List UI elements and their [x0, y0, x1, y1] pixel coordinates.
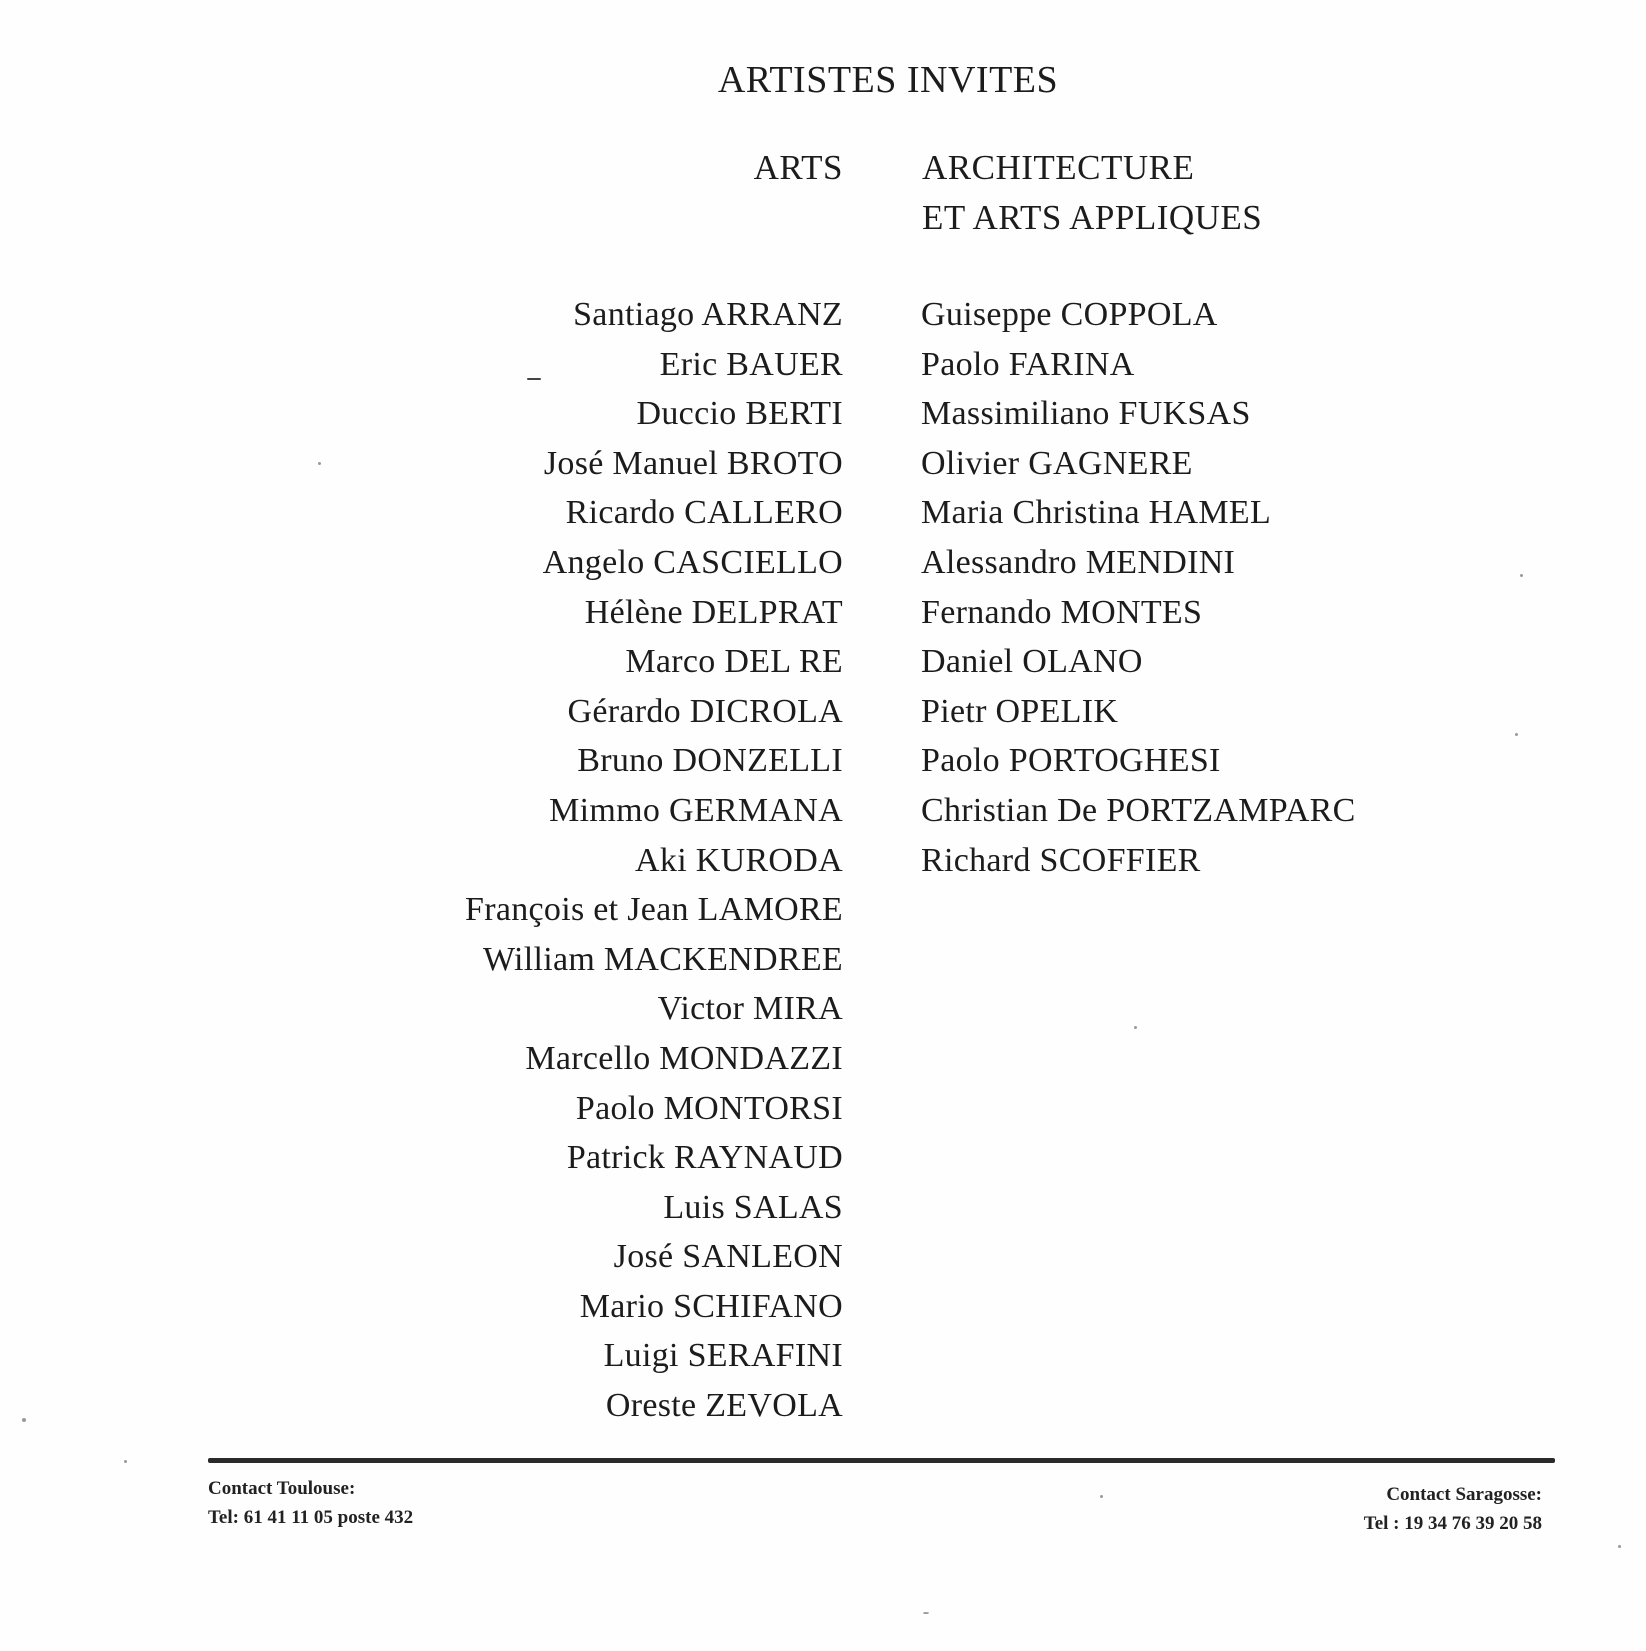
artist-name: François et Jean LAMORE: [465, 891, 843, 929]
scan-dash-mark: [527, 378, 541, 380]
artist-name: Mimmo GERMANA: [549, 791, 843, 829]
artist-name: Patrick RAYNAUD: [566, 1139, 843, 1177]
artist-name: Marcello MONDAZZI: [525, 1039, 843, 1077]
contact-toulouse-label: Contact Toulouse:: [208, 1478, 356, 1499]
scan-speck: [1515, 733, 1518, 736]
contact-toulouse: [208, 1474, 413, 1532]
scan-speck: [1134, 1026, 1137, 1029]
artist-name: Guiseppe COPPOLA: [921, 296, 1218, 333]
contact-saragosse-label: Contact Saragosse:: [1386, 1484, 1542, 1505]
artist-name: Daniel OLANO: [921, 643, 1143, 681]
artist-name: Marco DEL RE: [625, 643, 843, 681]
artist-name: Luis SALAS: [663, 1188, 843, 1226]
artist-name: William MACKENDREE: [482, 940, 843, 978]
architecture-artist-list: [921, 290, 1356, 885]
scan-speck: [124, 1460, 127, 1463]
artist-name: Mario SCHIFANO: [579, 1287, 843, 1325]
artist-name: Victor MIRA: [657, 990, 843, 1028]
artist-name: Fernando MONTES: [921, 593, 1203, 631]
artist-name: Oreste ZEVOLA: [605, 1387, 843, 1425]
artist-name: Maria Christina HAMEL: [921, 494, 1272, 532]
scan-speck: [318, 462, 321, 465]
contact-saragosse-phone: Tel : 19 34 76 39 20 58: [1363, 1513, 1542, 1534]
artist-name: Ricardo CALLERO: [565, 494, 843, 532]
artist-name: Gérardo DICROLA: [567, 692, 843, 730]
contact-toulouse-phone: Tel: 61 41 11 05 poste 432: [208, 1507, 414, 1528]
artist-name: Olivier GAGNERE: [921, 444, 1193, 482]
architecture-column-heading: [922, 143, 1262, 243]
artist-name: José SANLEON: [613, 1238, 843, 1276]
artist-name: Paolo PORTOGHESI: [921, 742, 1221, 780]
artist-name: Massimiliano FUKSAS: [921, 395, 1251, 433]
footer-divider: [208, 1458, 1555, 1463]
scan-speck: [1100, 1495, 1103, 1498]
artist-name: José Manuel BROTO: [543, 444, 843, 482]
artist-name: Luigi SERAFINI: [603, 1337, 843, 1375]
arts-column-heading: ARTS: [753, 148, 843, 187]
page-title: ARTISTES INVITES: [717, 59, 1059, 101]
artist-name: Bruno DONZELLI: [577, 742, 843, 780]
artist-name: Santiago ARRANZ: [573, 296, 843, 333]
architecture-heading-line2: ET ARTS APPLIQUES: [922, 198, 1263, 237]
artist-name: Hélène DELPRAT: [584, 593, 843, 631]
scan-speck: [22, 1418, 26, 1422]
artist-name: Pietr OPELIK: [921, 692, 1119, 730]
artist-name: Christian De PORTZAMPARC: [921, 791, 1356, 829]
artist-name: Richard SCOFFIER: [921, 841, 1201, 879]
arts-artist-list: [465, 290, 843, 1431]
scan-speck: [1618, 1545, 1621, 1548]
artist-name: Paolo FARINA: [921, 345, 1135, 383]
artist-name: Paolo MONTORSI: [575, 1089, 843, 1127]
artist-name: Eric BAUER: [659, 345, 843, 383]
architecture-heading-line1: ARCHITECTURE: [922, 148, 1195, 187]
artist-name: Alessandro MENDINI: [921, 543, 1236, 581]
artist-name: Angelo CASCIELLO: [542, 543, 843, 581]
artist-name: Duccio BERTI: [636, 395, 843, 433]
scan-speck: [1520, 574, 1523, 577]
contact-saragosse: [1364, 1480, 1542, 1538]
artist-name: Aki KURODA: [635, 841, 843, 879]
scan-speck: [923, 1612, 929, 1614]
